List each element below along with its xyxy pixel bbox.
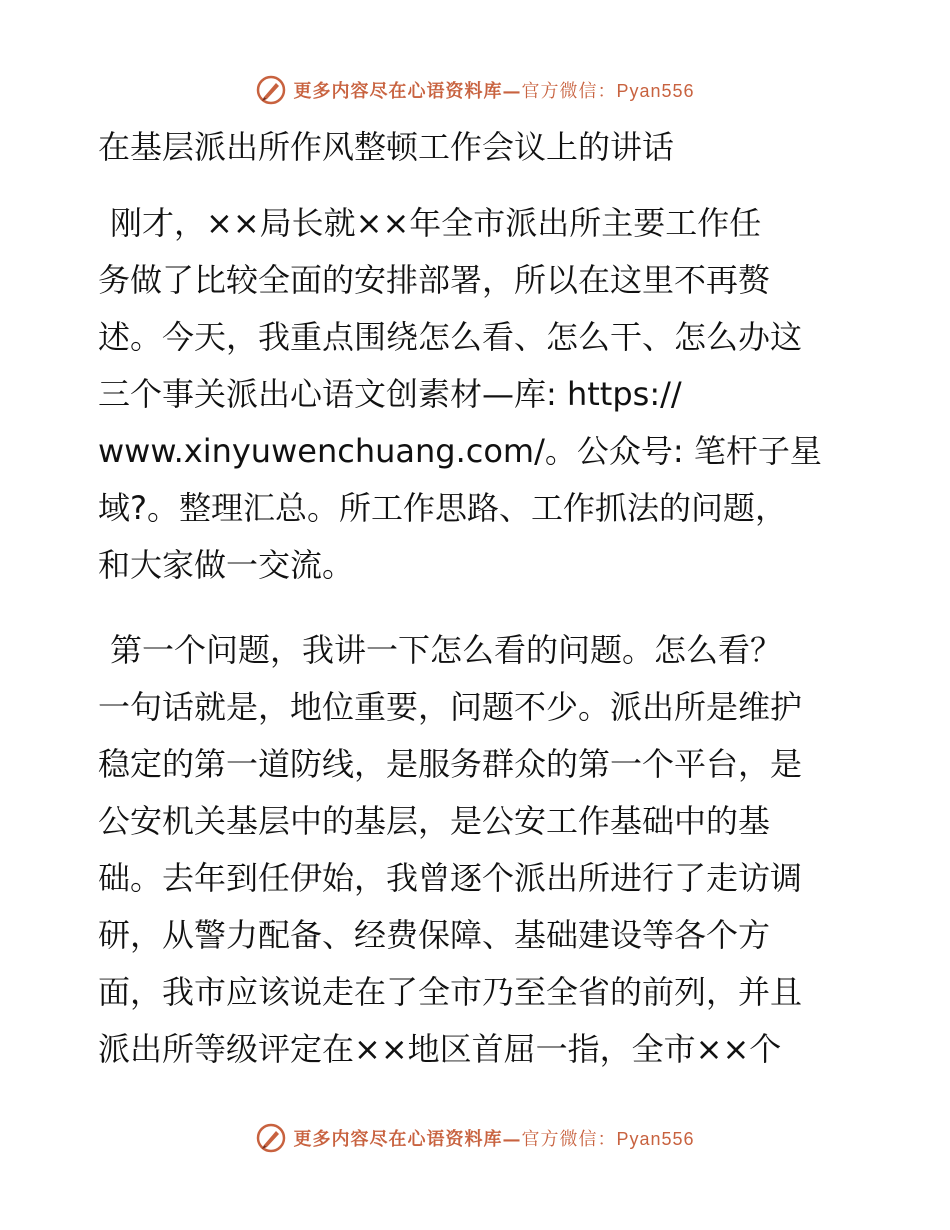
- footer-watermark-text: 更多内容尽在心语资料库—官方微信：Pyan556: [293, 1129, 695, 1150]
- paragraph-1: [98, 195, 858, 594]
- text-line: 稳定的第一道防线，是服务群众的第一个平台，是: [98, 745, 803, 783]
- paragraph-2: [98, 622, 858, 1078]
- text-line: www.xinyuwenchuang.com/。公众号: 笔杆子星: [98, 432, 822, 470]
- text-line: 第一个问题，我讲一下怎么看的问题。怎么看？: [110, 631, 783, 669]
- text-line: 述。今天，我重点围绕怎么看、怎么干、怎么办这: [98, 318, 803, 356]
- text-line: 础。去年到任伊始，我曾逐个派出所进行了走访调: [98, 859, 803, 897]
- footer-watermark: [0, 1118, 950, 1158]
- header-watermark-text: 更多内容尽在心语资料库—官方微信：Pyan556: [293, 81, 695, 102]
- header-watermark: [0, 70, 950, 110]
- text-line: 刚才，××局长就××年全市派出所主要工作任: [110, 204, 762, 242]
- text-line: 务做了比较全面的安排部署，所以在这里不再赘: [98, 261, 771, 299]
- text-line: 面，我市应该说走在了全市乃至全省的前列，并且: [98, 973, 803, 1011]
- text-line: 一句话就是，地位重要，问题不少。派出所是维护: [98, 688, 803, 726]
- text-line: 研，从警力配备、经费保障、基础建设等各个方: [98, 916, 771, 954]
- pen-logo-icon: [255, 74, 287, 106]
- text-line: 公安机关基层中的基层，是公安工作基础中的基: [98, 802, 771, 840]
- text-line: 和大家做一交流。: [98, 546, 355, 584]
- document-title: 在基层派出所作风整顿工作会议上的讲话: [98, 128, 675, 166]
- pen-logo-icon: [255, 1122, 287, 1154]
- text-line: 三个事关派出心语文创素材—库: https://: [98, 375, 682, 413]
- text-line: 派出所等级评定在××地区首屈一指，全市××个: [98, 1030, 782, 1068]
- text-line: 域?。整理汇总。所工作思路、工作抓法的问题，: [98, 489, 787, 527]
